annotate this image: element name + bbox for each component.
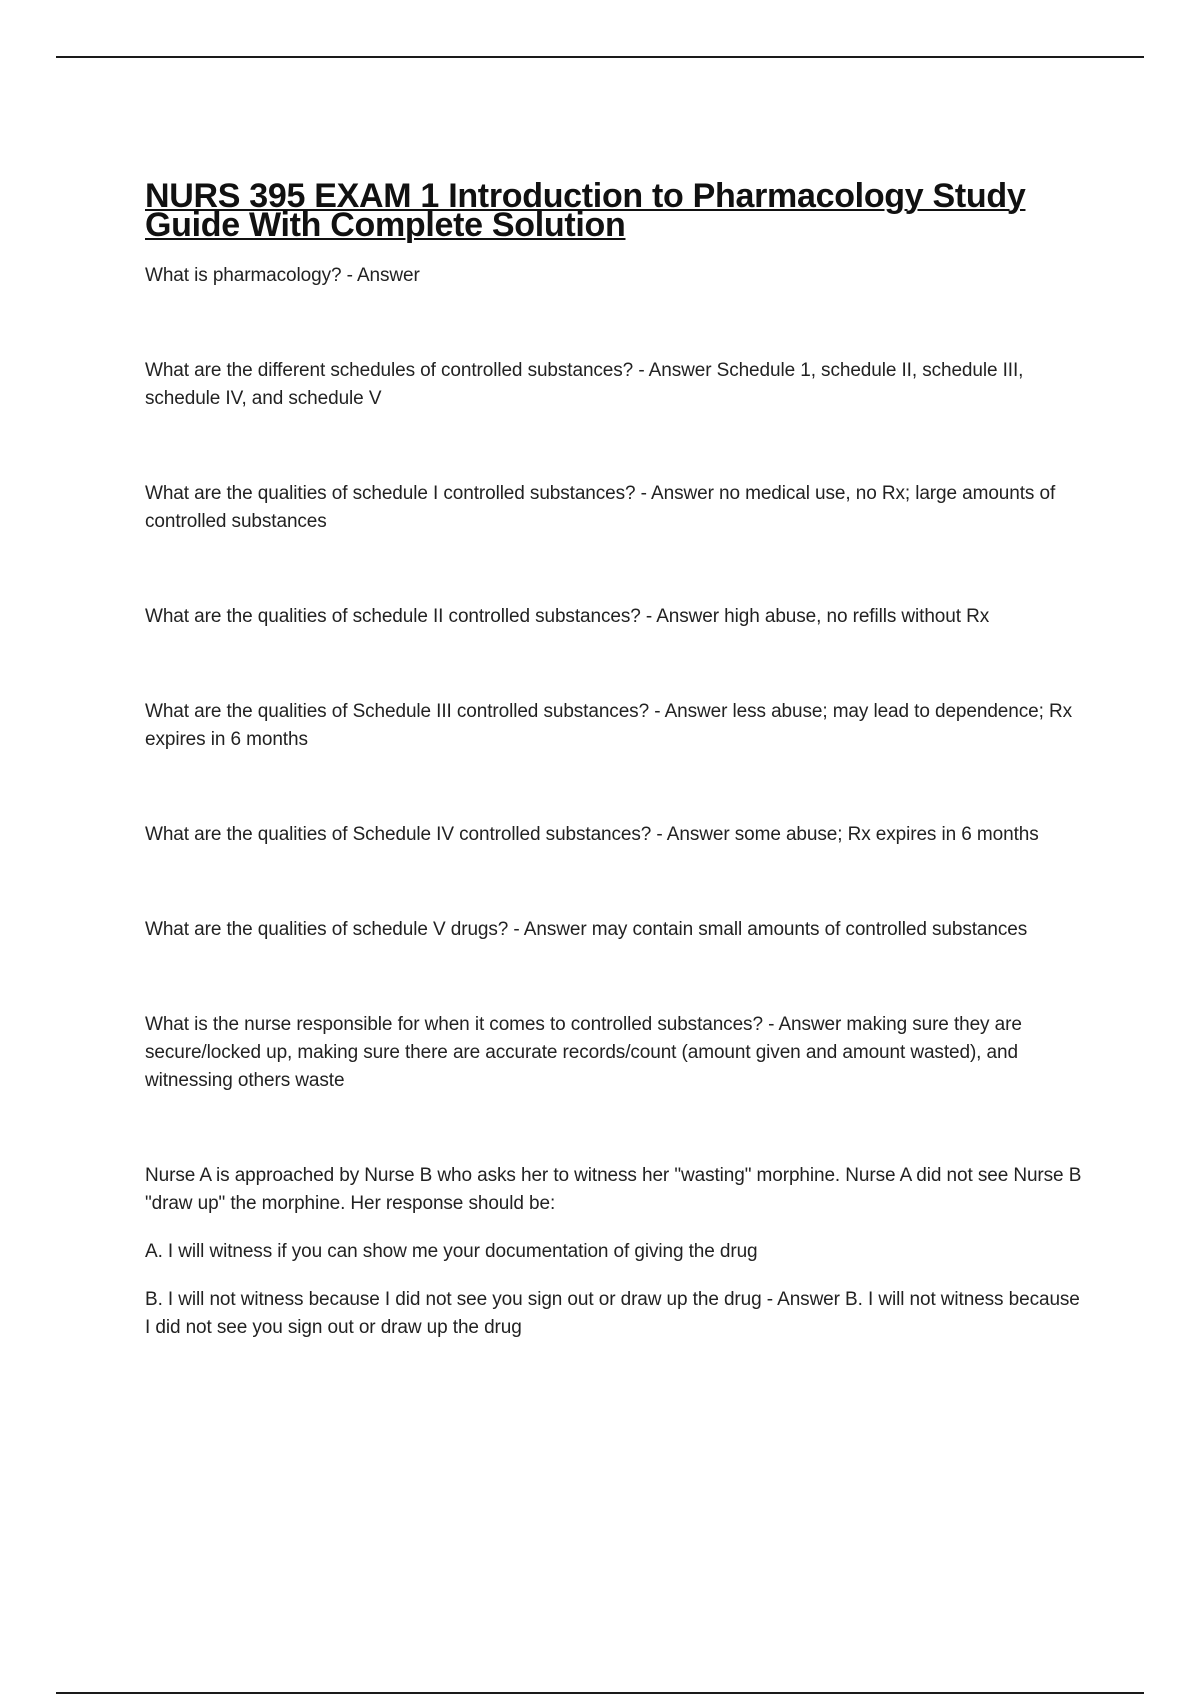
qa-item-schedule-3: What are the qualities of Schedule III controlled substances? - Answer less abuse; may lead to dependence; Rx expires in 6 months (145, 701, 1072, 750)
qa-item-schedule-2: What are the qualities of schedule II controlled substances? - Answer high abuse, no refills without Rx (145, 606, 990, 627)
qa-option-b: B. I will not witness because I did not see you sign out or draw up the drug - Answer B. I will not witness because I did not see you sign out or draw up the drug (145, 1289, 1080, 1338)
document-body (145, 177, 1090, 1342)
qa-item-nurse-scenario: Nurse A is approached by Nurse B who asks her to witness her "wasting" morphine. Nurse A did not see Nurse B "draw up" the morphine. Her response should be: (145, 1165, 1082, 1214)
qa-item-schedule-5: What are the qualities of schedule V drugs? - Answer may contain small amounts of controlled substances (145, 919, 1028, 940)
qa-item-schedules: What are the different schedules of controlled substances? - Answer Schedule 1, schedule II, schedule III, schedule IV, and schedule V (145, 360, 1024, 409)
bottom-rule (56, 1692, 1144, 1694)
qa-item-schedule-1: What are the qualities of schedule I controlled substances? - Answer no medical use, no Rx; large amounts of controlled substances (145, 483, 1056, 532)
qa-item-nurse-responsibility: What is the nurse responsible for when it comes to controlled substances? - Answer making sure they are secure/locked up, making sure there are accurate records/count (amount given and amount wasted), and witnessing others waste (145, 1014, 1022, 1091)
qa-list (145, 262, 1090, 1342)
document-title: NURS 395 EXAM 1 Introduction to Pharmacology Study Guide With Complete Solution (145, 177, 1026, 244)
qa-item-pharmacology: What is pharmacology? - Answer (145, 265, 420, 286)
qa-item-schedule-4: What are the qualities of Schedule IV controlled substances? - Answer some abuse; Rx expires in 6 months (145, 824, 1039, 845)
qa-option-a: A. I will witness if you can show me your documentation of giving the drug (145, 1241, 758, 1262)
top-rule (56, 56, 1144, 58)
